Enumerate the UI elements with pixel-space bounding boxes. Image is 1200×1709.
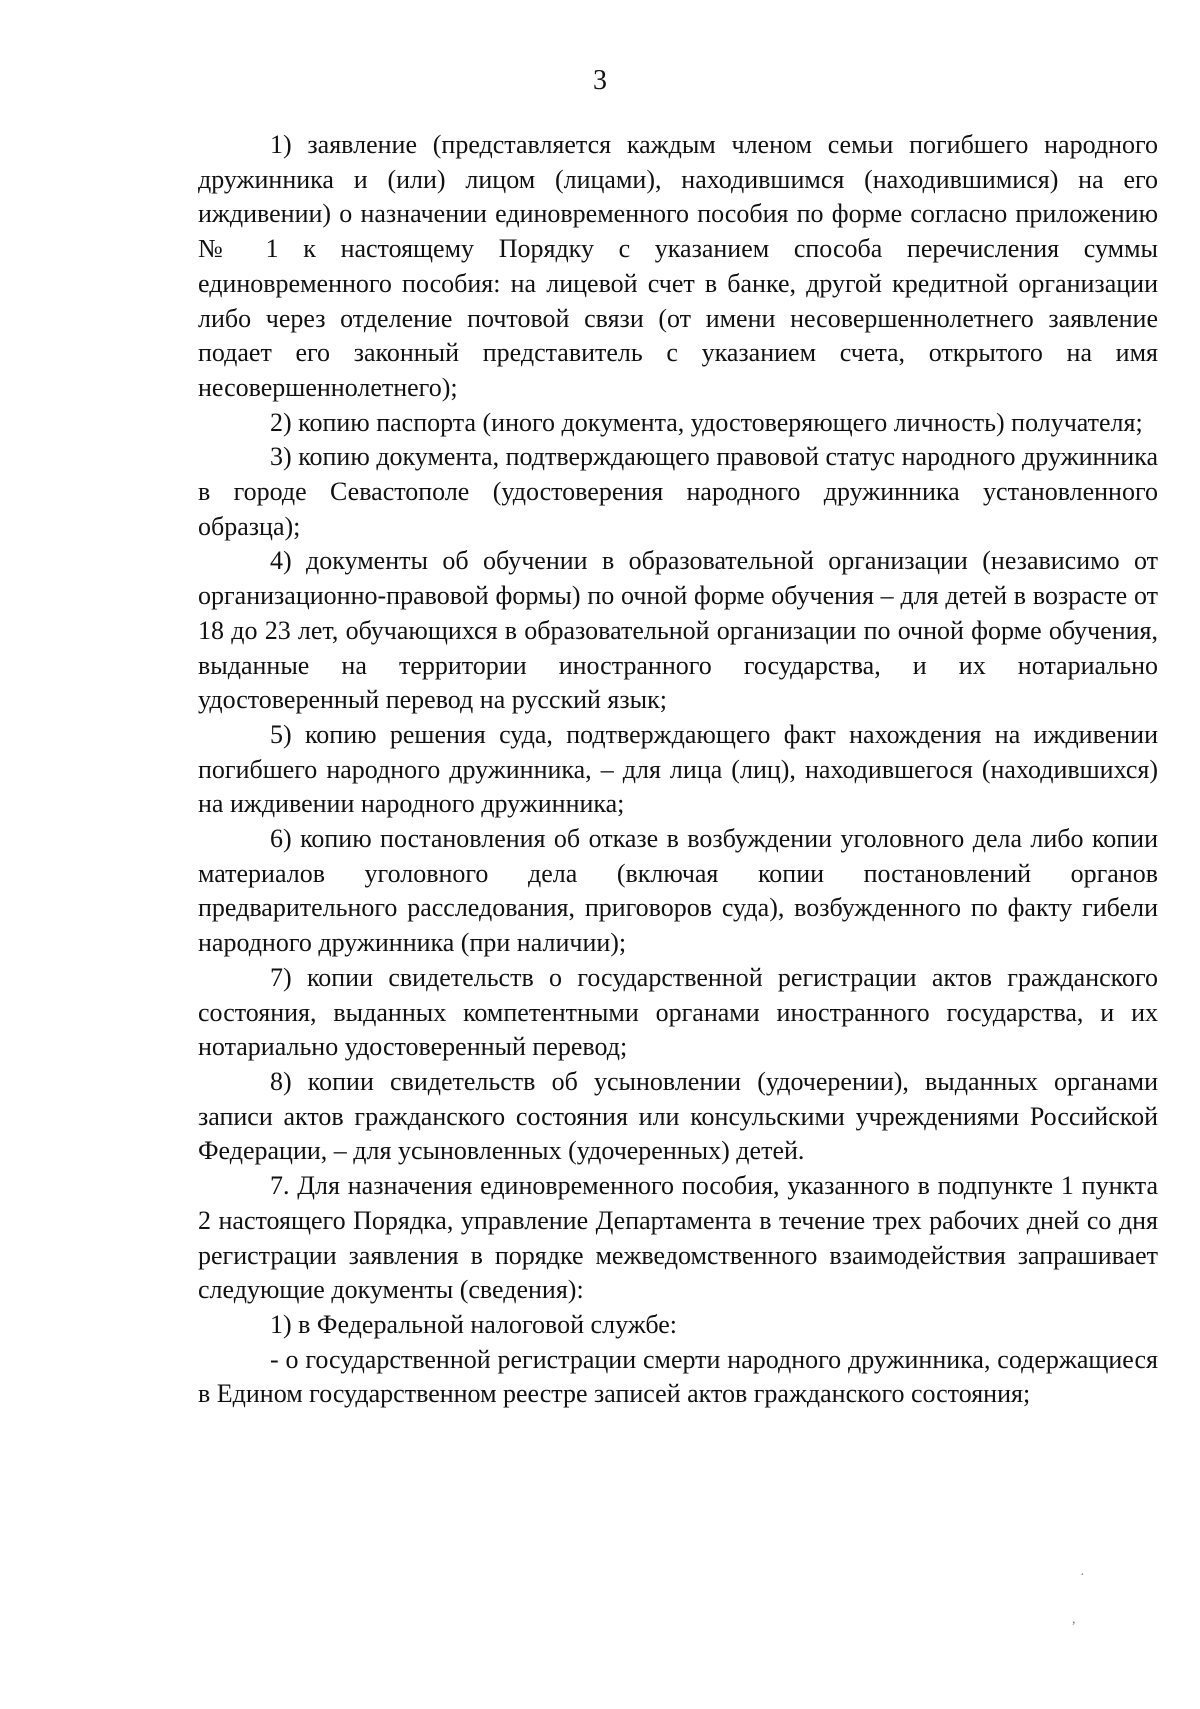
paragraph-item-1-application: 1) заявление (представляется каждым членом семьи погибшего народного дружинника и (или) лицом (лицами), находившимся (находившимися) на его иждивении) о назначении единовременного пособия по форме согласно приложению № 1 к настоящему Порядку с указанием способа перечисления суммы единовременного пособия: на лицевой счет в банке, другой кредитной организации либо через отделение почтовой связи (от имени несовершеннолетнего заявление подает его законный представитель с указанием счета, открытого на имя несовершеннолетнего); [198,130,1158,402]
paragraph-item-3-status-document: 3) копию документа, подтверждающего правовой статус народного дружинника в городе Севастополе (удостоверения народного дружинника установленного образца); [198,442,1158,541]
document-body [198,128,1158,1412]
paragraph-death-registration: - о государственной регистрации смерти народного дружинника, содержащиеся в Едином государственном реестре записей актов гражданского состояния; [198,1344,1158,1409]
paragraph-tax-service: 1) в Федеральной налоговой службе: [270,1309,677,1339]
scan-speck-mark: , [1072,1612,1076,1627]
paragraph-item-4-education-documents: 4) документы об обучении в образовательной организации (независимо от организационно-правовой формы) по очной форме обучения – для детей в возрасте от 18 до 23 лет, обучающихся в образовательной организации по очной форме обучения, выданные на территории иностранного государства, и их нотариально удостоверенный перевод на русский язык; [198,546,1158,715]
paragraph-section-7: 7. Для назначения единовременного пособия, указанного в подпункте 1 пункта 2 настоящего Порядка, управление Департамента в течение трех рабочих дней со дня регистрации заявления в порядке межведомственного взаимодействия запрашивает следующие документы (сведения): [198,1171,1158,1305]
paragraph-item-5-court-decision: 5) копию решения суда, подтверждающего факт нахождения на иждивении погибшего народного дружинника, – для лица (лиц), находившегося (находившихся) на иждивении народного дружинника; [198,719,1158,819]
paragraph-item-8-adoption: 8) копии свидетельств об усыновлении (удочерении), выданных органами записи актов гражданского состояния или консульскими учреждениями Российской Федерации, – для усыновленных (удочеренных) детей. [198,1066,1158,1166]
paragraph-item-6-criminal-case: 6) копию постановления об отказе в возбуждении уголовного дела либо копии материалов уголовного дела (включая копии постановлений органов предварительного расследования, приговоров суда), возбужденного по факту гибели народного дружинника (при наличии); [198,824,1158,958]
paragraph-item-2-passport-copy: 2) копию паспорта (иного документа, удостоверяющего личность) получателя; [270,407,1143,437]
page-number: 3 [593,65,607,96]
paragraph-item-7-civil-registration: 7) копии свидетельств о государственной регистрации актов гражданского состояния, выданных компетентными органами иностранного государства, и их нотариально удостоверенный перевод; [198,962,1158,1062]
scan-speck-mark: · [1080,1568,1085,1583]
